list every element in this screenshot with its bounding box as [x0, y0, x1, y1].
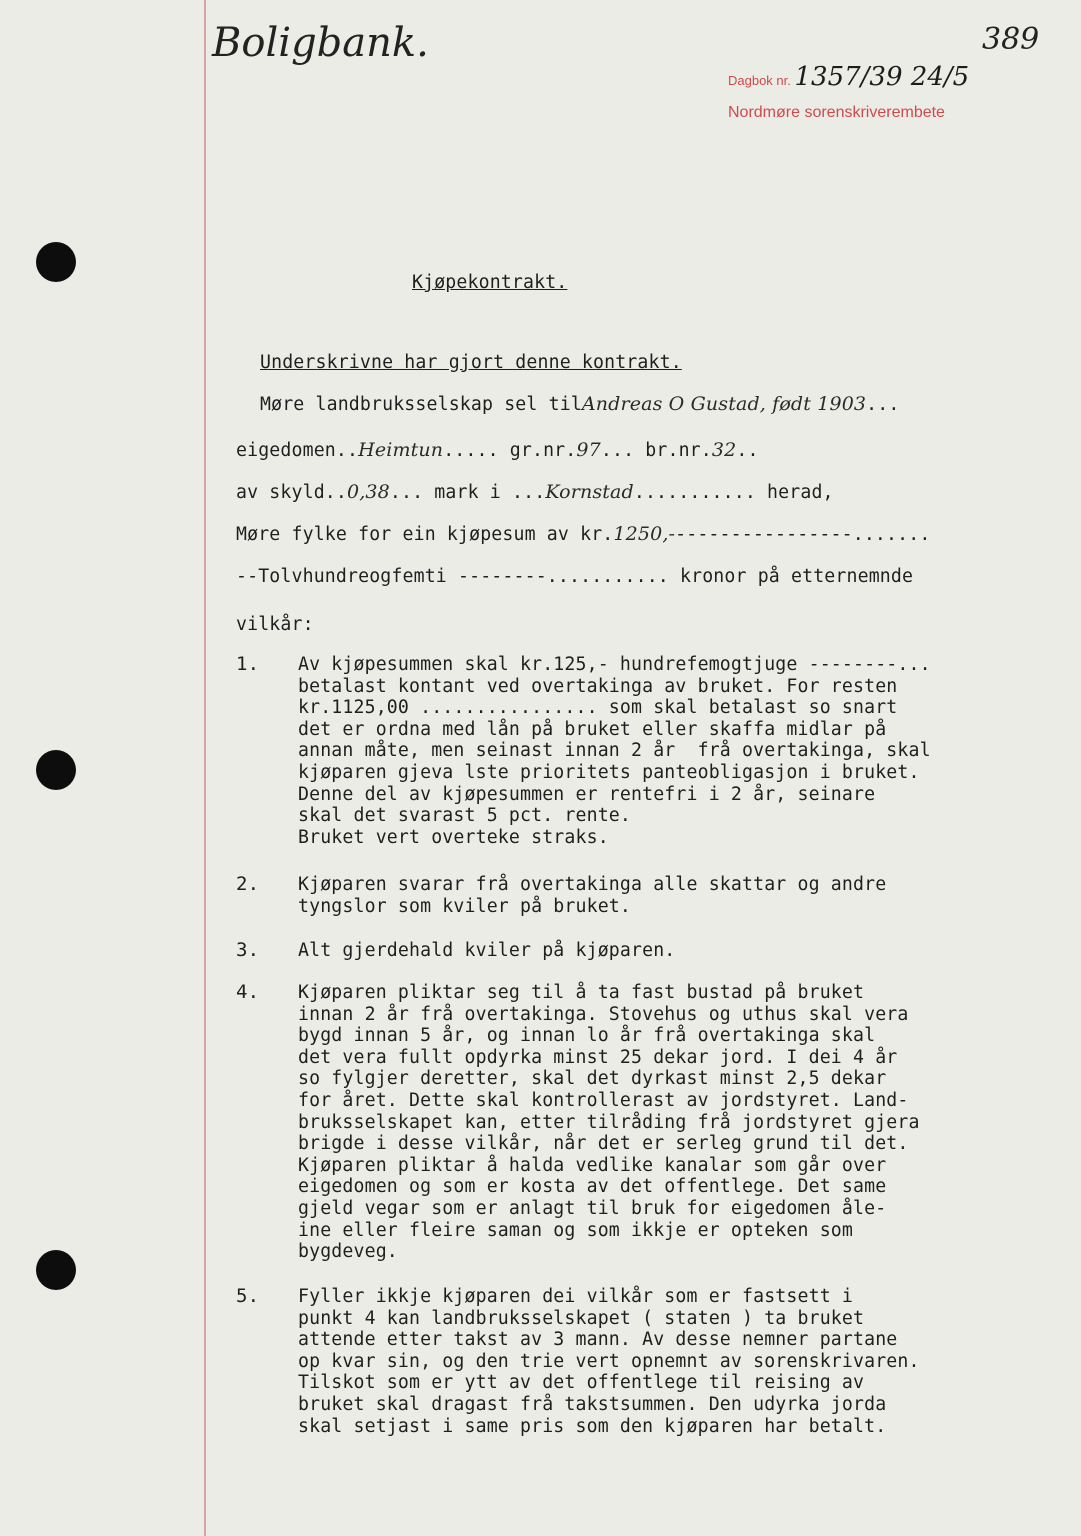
clause-line: bruksselskapet kan, etter tilråding frå jordstyret gjera [298, 1111, 920, 1133]
clause-line: Av kjøpesummen skal kr.125,- hundrefemogtjuge --------... [298, 654, 931, 675]
stamp-office: Nordmøre sorenskriverembete [728, 104, 945, 121]
clause-line: innan 2 år frå overtakinga. Stovehus og uthus skal vera [298, 1003, 909, 1025]
clause-number: 2. [236, 873, 260, 895]
page-number: 389 [982, 22, 1040, 57]
clause-line: gjeld vegar som er anlagt til bruk for eigedomen åle- [298, 1198, 887, 1219]
clause-number: 4. [236, 981, 260, 1003]
clause-line: eigedomen og som er kosta av det offentlege. Det same [298, 1176, 887, 1198]
clause-line: brigde i desse vilkår, når det er serleg grund til det. [298, 1133, 909, 1155]
clause-line: tyngslor som kviler på bruket. [298, 895, 631, 917]
handwritten-heading: Boligbank. [212, 20, 429, 66]
clause-line: bygd innan 5 år, og innan lo år frå overtakinga skal [298, 1025, 876, 1047]
form-line-skyld: av skyld..0,38... mark i ...Kornstad........... herad, [236, 481, 834, 503]
registry-stamp [728, 62, 969, 92]
stamp-label: Dagbok nr. [728, 73, 791, 88]
clause-line: Fyller ikkje kjøparen dei vilkår som er fastsett i [298, 1286, 853, 1307]
clause-line: op kvar sin, og den trie vert opnemnt av sorenskrivaren. [298, 1350, 920, 1372]
clause-line: attende etter takst av 3 mann. Av desse nemner partane [298, 1329, 898, 1351]
form-line-amount-words: --Tolvhundreogfemti --------........... kronor på etternemnde [236, 566, 914, 587]
clause-line: Tilskot som er ytt av det offentlege til reising av [298, 1372, 865, 1394]
form-line-price: Møre fylke for ein kjøpesum av kr.1250,-----------------....... [236, 523, 931, 545]
margin-line [204, 0, 206, 1536]
clause-line: betalast kontant ved overtakinga av bruket. For resten [298, 675, 898, 697]
clause-line: kjøparen gjeva lste prioritets panteobligasjon i bruket. [298, 762, 920, 783]
clause-line: Kjøparen svarar frå overtakinga alle skattar og andre [298, 874, 887, 895]
clause-line: Bruket vert overteke straks. [298, 826, 609, 848]
clause-line: det vera fullt opdyrka minst 25 dekar jord. I dei 4 år [298, 1046, 898, 1068]
form-line-conditions: vilkår: [236, 614, 314, 635]
stamp-entry: 1357/39 24/5 [794, 62, 970, 92]
clause-line: skal det svarast 5 pct. rente. [298, 805, 631, 827]
clause-line: for året. Dette skal kontrollerast av jordstyret. Land- [298, 1090, 909, 1111]
clause-number: 5. [236, 1285, 260, 1307]
clause-line: skal setjast i same pris som den kjøparen har betalt. [298, 1415, 887, 1437]
clause-line: bygdeveg. [298, 1241, 398, 1263]
clause-line: Kjøparen pliktar å halda vedlike kanalar som går over [298, 1154, 887, 1176]
clause-line: bruket skal dragast frå takstsummen. Den udyrka jorda [298, 1394, 887, 1415]
intro-line: Underskrivne har gjort denne kontrakt. [260, 352, 682, 373]
form-line-seller: Møre landbruksselskap sel tilAndreas O Gustad, født 1903... [260, 393, 900, 415]
clause-line: Denne del av kjøpesummen er rentefri i 2 år, seinare [298, 783, 876, 805]
clause-line: punkt 4 kan landbruksselskapet ( staten ) ta bruket [298, 1307, 865, 1329]
document-title: Kjøpekontrakt. [412, 272, 568, 293]
clause-line: Alt gjerdehald kviler på kjøparen. [298, 940, 676, 961]
clause-number: 1. [236, 653, 260, 675]
punch-hole [36, 1250, 76, 1290]
clause-line: kr.1125,00 ................ som skal betalast so snart [298, 697, 898, 719]
clause-line: so fylgjer deretter, skal det dyrkast minst 2,5 dekar [298, 1068, 887, 1090]
clause-line: Kjøparen pliktar seg til å ta fast bustad på bruket [298, 982, 865, 1003]
clause-line: annan måte, men seinast innan 2 år frå overtakinga, skal [298, 740, 931, 762]
clause-number: 3. [236, 939, 260, 961]
punch-hole [36, 750, 76, 790]
form-line-property: eigedomen..Heimtun..... gr.nr.97... br.nr.32.. [236, 439, 759, 461]
clause-line: det er ordna med lån på bruket eller skaffa midlar på [298, 718, 887, 740]
punch-hole [36, 242, 76, 282]
clause-line: ine eller fleire saman og som ikkje er opteken som [298, 1219, 853, 1241]
